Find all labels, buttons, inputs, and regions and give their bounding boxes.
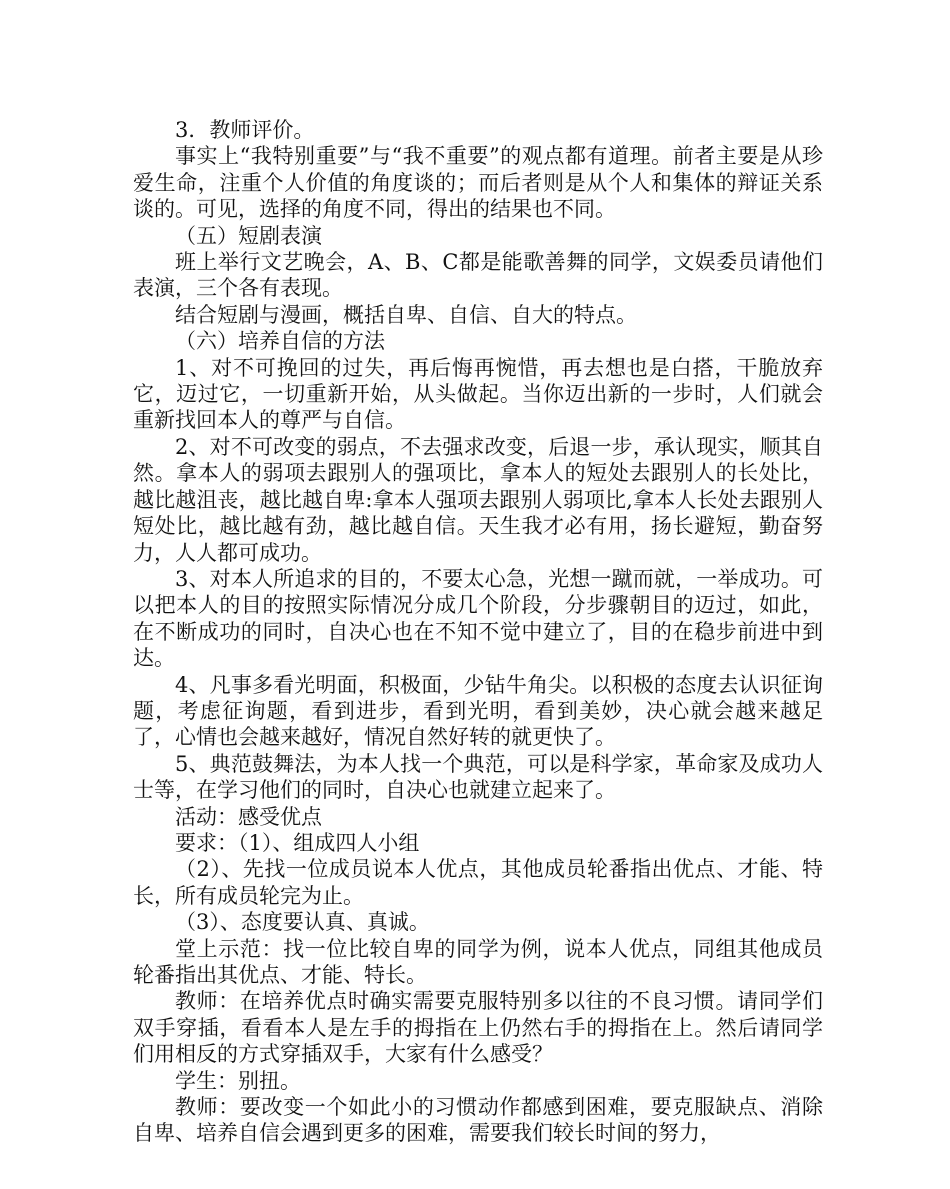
paragraph-method-2: 2、对不可改变的弱点，不去强求改变，后退一步，承认现实，顺其自然。拿本人的弱项去跟别人的强项比，拿本人的短处去跟别人的长处比，越比越沮丧，越比越自卑:拿本人强项去跟别人弱项比,拿本人长处去跟别人短处比，越比越有劲，越比越自信。天生我才必有用，扬长避短，勤奋努力，人人都可成功。 [133, 434, 823, 565]
paragraph-activity-title: 活动：感受优点 [175, 804, 322, 829]
paragraph-method-3: 3、对本人所追求的目的，不要太心急，光想一蹴而就，一举成功。可以把本人的目的按照实际情况分成几个阶段，分步骤朝目的迈过，如此，在不断成功的同时，自决心也在不知不觉中建立了，目的在稳步前进中到达。 [133, 566, 823, 671]
paragraph-student-reply: 学生：别扭。 [175, 1068, 301, 1093]
paragraph-requirement-1: 要求：（1）、组成四人小组 [175, 830, 420, 855]
paragraph-teacher-conclusion: 教师：要改变一个如此小的习惯动作都感到困难，要克服缺点、消除自卑、培养自信会遇到更多的困难，需要我们较长时间的努力， [133, 1095, 823, 1146]
paragraph-requirement-2: （2）、先找一位成员说本人优点，其他成员轮番指出优点、才能、特长，所有成员轮完为止。 [133, 857, 823, 908]
paragraph-teacher-evaluation-heading: 3．教师评价。 [175, 118, 315, 142]
paragraph-method-1: 1、对不可挽回的过失，再后悔再惋惜，再去想也是白搭，干脆放弃它，迈过它，一切重新开始，从头做起。当你迈出新的一步时，人们就会重新找回本人的尊严与自信。 [133, 355, 823, 433]
paragraph-teacher-hands: 教师：在培养优点时确实需要克服特别多以往的不良习惯。请同学们双手穿插，看看本人是左手的拇指在上仍然右手的拇指在上。然后请同学们用相反的方式穿插双手，大家有什么感受？ [133, 989, 823, 1067]
document-body [133, 117, 823, 1147]
paragraph-method-4: 4、凡事多看光明面，积极面，少钻牛角尖。以积极的态度去认识征询题，考虑征询题，看到进步，看到光明，看到美妙，决心就会越来越足了，心情也会越来越好，情况自然好转的就更快了。 [133, 672, 823, 750]
paragraph-requirement-3: （3）、态度要认真、真诚。 [175, 910, 430, 935]
paragraph-importance-discussion: 事实上“我特别重要”与“我不重要”的观点都有道理。前者主要是从珍爱生命，注重个人价值的角度谈的；而后者则是从个人和集体的辩证关系谈的。可见，选择的角度不同，得出的结果也不同。 [133, 144, 823, 222]
paragraph-art-evening: 班上举行文艺晚会，A、B、C都是能歌善舞的同学，文娱委员请他们表演，三个各有表现。 [133, 250, 823, 301]
paragraph-method-5: 5、典范鼓舞法，为本人找一个典范，可以是科学家，革命家及成功人士等，在学习他们的同时，自决心也就建立起来了。 [133, 751, 823, 803]
section-heading-short-play: （五）短剧表演 [175, 223, 322, 248]
paragraph-summary-traits: 结合短剧与漫画，概括自卑、自信、自大的特点。 [175, 302, 637, 327]
paragraph-class-demo: 堂上示范：找一位比较自卑的同学为例，说本人优点，同组其他成员轮番指出其优点、才能、特长。 [133, 936, 823, 987]
section-heading-confidence-methods: （六）培养自信的方法 [175, 329, 385, 354]
